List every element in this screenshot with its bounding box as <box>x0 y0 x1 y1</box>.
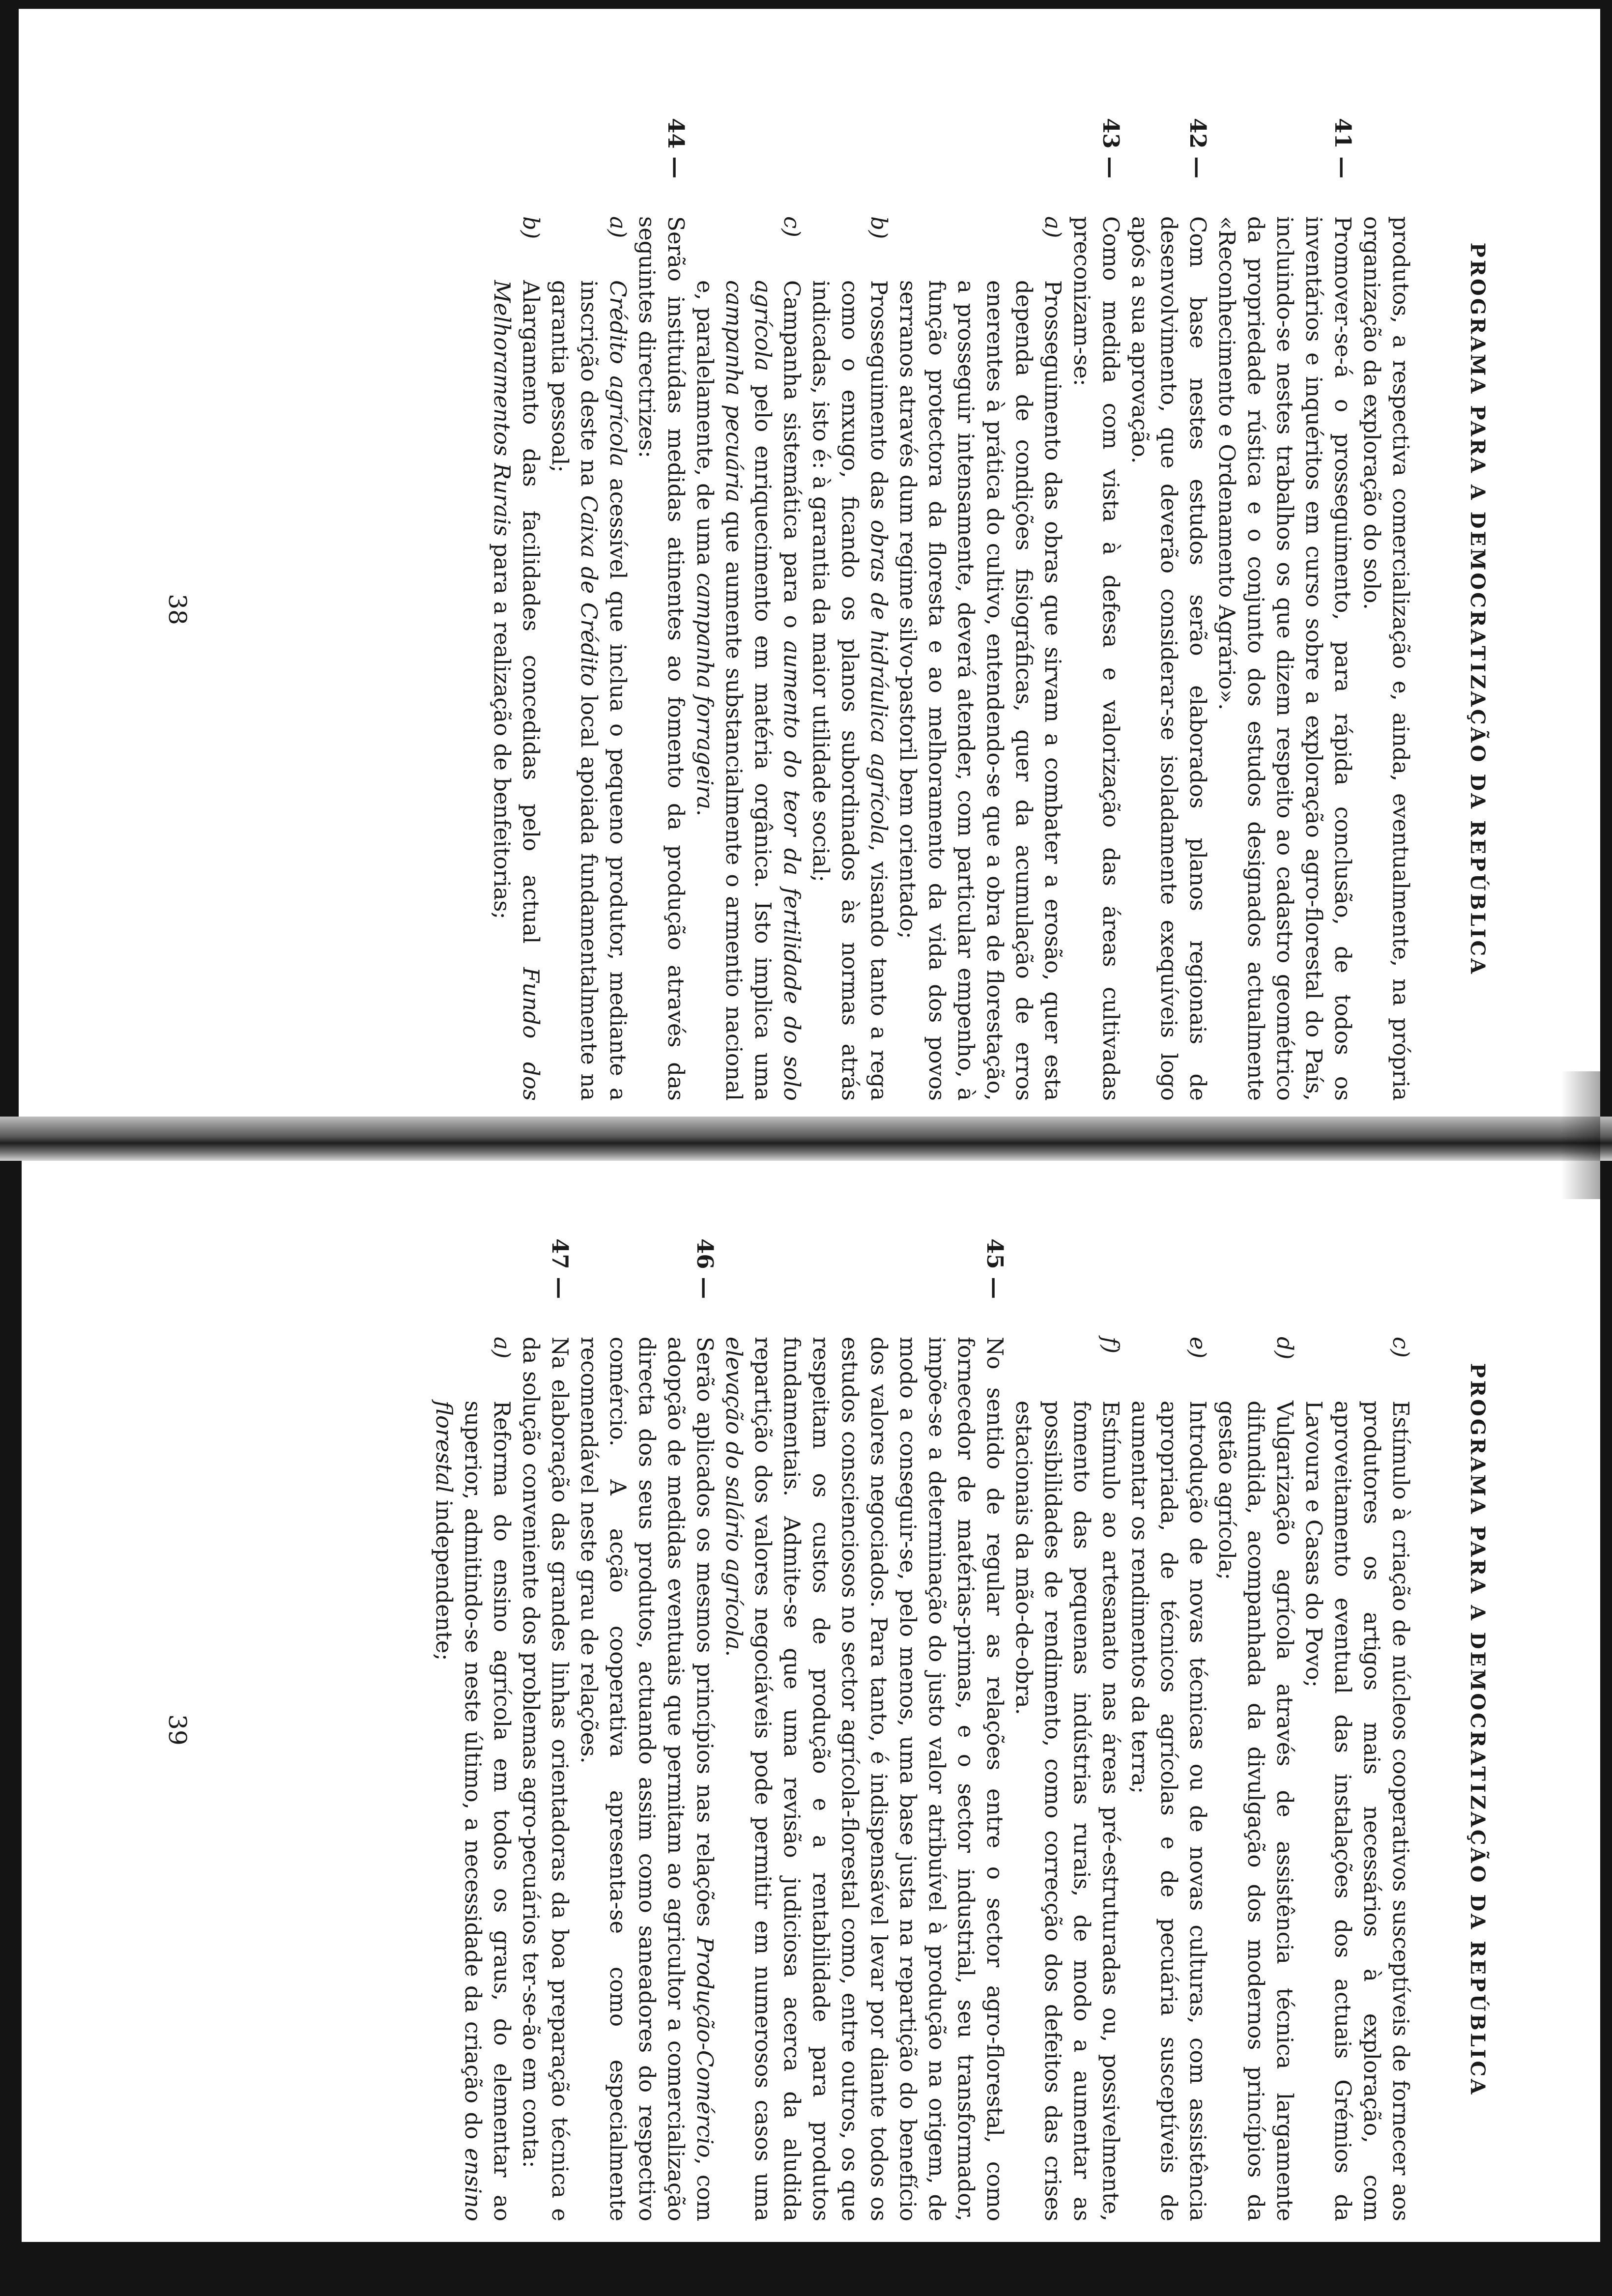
paragraph-text: Na elaboração das grandes linhas orientadoras da boa preparação técnica e da solução conveniente dos problemas agro-pecuários ter-se-ão em conta: <box>518 1337 573 2221</box>
paragraph-number: 42 — <box>1185 118 1211 179</box>
paragraph-text: Como medida com vista à defesa e valorização das áreas cultivadas preconizam-se: <box>1069 216 1124 1101</box>
item-43b <box>806 118 893 1101</box>
item-43c <box>691 118 806 1101</box>
item-text: local apoiada fundamentalmente na garantia pessoal; <box>547 280 602 1101</box>
item-44a <box>546 118 633 1101</box>
paragraph-45 <box>720 1238 1009 2221</box>
item-text: Reforma do ensino agrícola em todos os graus, do elementar ao superior, admitindo-se neste último, a necessidade da criação do <box>460 1401 515 2221</box>
item-text: para a realização de benfeitorias; <box>489 536 515 919</box>
item-marker: a) <box>1040 216 1066 238</box>
item-emphasis: Crédito agrícola <box>605 280 631 467</box>
scan-border-left-lower <box>0 1145 22 2296</box>
book-gutter <box>0 1117 1612 1161</box>
paragraph-emphasis: Produção-Comércio <box>692 1936 718 2158</box>
paragraph-number: 44 — <box>663 118 689 179</box>
item-44c <box>1299 1238 1415 2221</box>
page-number: 38 <box>163 594 192 625</box>
item-text: Prosseguimento das obras que sirvam a combater a erosão, quer esta dependa de condições fisiográficas, quer da acumulação de erros enerentes à prática do cultivo, entendendo-se que a obra de florestação, a prosseguir intensamente, deverá atender, com particular empenho, à função protectora da floresta e ao melhoramento da vida dos povos serranos através dum regime silvo-pastoril bem orientado; <box>895 280 1066 1101</box>
item-text: Alargamento das facilidades concedidas pelo actual <box>518 280 544 968</box>
scan-border-bottom <box>0 2242 1612 2296</box>
paragraph-number: 47 — <box>547 1238 573 1299</box>
page-body <box>488 118 1415 1101</box>
paragraph-text: Com base nestes estudos serão elaborados planos regionais de desenvolvimento, que deverão considerar-se isoladamente exequíveis logo após a sua aprovação. <box>1127 216 1211 1101</box>
page-body <box>430 1238 1415 2221</box>
item-emphasis: campanha forrageira <box>692 573 718 809</box>
item-marker: b) <box>518 216 544 239</box>
item-marker: c) <box>1388 1337 1414 1358</box>
paragraph-text: Serão instituídas medidas atinentes ao fomento da produção através das seguintes directrizes: <box>634 216 689 1101</box>
running-head: PROGRAMA PARA A DEMOCRATIZAÇÃO DA REPÚBLICA <box>1466 1363 1489 2097</box>
item-emphasis: aumento do teor da fertilidade do solo agrícola <box>750 280 805 1101</box>
paragraph-text: . <box>721 1650 747 1657</box>
item-emphasis: Fundo dos Melhoramentos Rurais <box>489 280 544 1101</box>
item-44f <box>1009 1238 1125 2221</box>
page-39 <box>34 1238 1489 2221</box>
item-44d <box>1212 1238 1299 2221</box>
scan-border-left-upper <box>0 0 19 1130</box>
continued-paragraph: produtos, a respectiva comercialização e, ainda, eventualmente, na própria organização da exploração do solo. <box>1359 216 1414 1101</box>
paragraph-emphasis: elevação do salário agrícola <box>721 1337 747 1650</box>
item-emphasis: campanha pecuária <box>721 280 747 503</box>
item-44b <box>488 118 546 1101</box>
item-text: Campanha sistemática para o <box>779 280 805 641</box>
item-44e <box>1125 1238 1212 2221</box>
paragraph-number: 45 — <box>982 1238 1008 1299</box>
item-marker: c) <box>779 216 805 237</box>
item-text: Vulgarização agrícola através de assistência técnica largamente difundida, acompanhada da divulgação dos modernos princípios da gestão agrícola; <box>1214 1401 1298 2221</box>
item-marker: b) <box>866 216 892 239</box>
item-emphasis: ensino florestal <box>431 1401 486 2221</box>
paragraph-text: , com adopção de medidas eventuais que permitam ao agricultor a comercialização directa dos seus produtos, actuando assim como saneadores do respectivo comércio. A acção cooperativa apresenta-se como especialmente recomendável neste grau de relações. <box>576 1337 718 2221</box>
item-text: , visando tanto a rega como o enxugo, ficando os planos subordinados às normas atrás indicadas, isto é: à garantia da maior utilidade social; <box>808 280 892 1101</box>
paragraph-46 <box>575 1238 720 2221</box>
item-text: independente; <box>431 1492 457 1661</box>
paragraph-43 <box>1067 118 1125 1101</box>
paragraph-41 <box>1212 118 1357 1101</box>
item-marker: a) <box>605 216 631 238</box>
scan-border-top <box>0 0 1612 9</box>
paragraph-number: 41 — <box>1330 118 1356 179</box>
item-text: Prosseguimento das <box>866 280 892 520</box>
item-marker: f) <box>1098 1337 1124 1354</box>
item-marker: e) <box>1185 1337 1211 1359</box>
item-text: Estímulo à criação de núcleos cooperativos susceptíveis de fornecer aos produtores os artigos mais necessários à exploração, com aproveitamento eventual das instalações dos actuais Grémios da Lavoura e Casas do Povo; <box>1301 1401 1414 2221</box>
item-text: Introdução de novas técnicas ou de novas culturas, com assistência apropriada, de técnicos agrícolas e de pecuária susceptíveis de aumentar os rendimentos da terra; <box>1127 1401 1211 2221</box>
running-head: PROGRAMA PARA A DEMOCRATIZAÇÃO DA REPÚBLICA <box>1466 242 1489 976</box>
item-47a <box>430 1238 517 2221</box>
item-emphasis: Caixa de Crédito <box>576 495 602 687</box>
paragraph-text: No sentido de regular as relações entre o sector agro-florestal, como fornecedor de matérias-primas, e o sector industrial, seu transformador, impõe-se a determinação do justo valor atribuível à produção na origem, de modo a conseguir-se, pelo menos, uma base justa na repartição do benefício dos valores negociados. Para tanto, é indispensável levar por diante todos os estudos conscienciosos no sector agrícola-florestal como, entre outros, os que respeitam os custos de produção e a rentabilidade para produtos fundamentais. Admite-se que uma revisão judiciosa acerca da aludida repartição dos valores negociáveis pode permitir em numerosos casos uma <box>750 1337 1008 2221</box>
paragraph-44 <box>633 118 691 1101</box>
paragraph-number: 46 — <box>692 1238 718 1299</box>
paragraph-number: 43 — <box>1098 118 1124 179</box>
item-text: pelo enriquecimento em matéria orgânica. Isto implica uma <box>750 371 776 1101</box>
page-number: 39 <box>163 1714 192 1746</box>
item-text: Estímulo ao artesanato nas áreas pré-estruturadas ou, possivelmente, fomento das pequenas indústrias rurais, de modo a aumentar as possibilidades de rendimento, como correcção dos defeitos das crises estacionais da mão-de-obra. <box>1011 1401 1124 2221</box>
item-marker: a) <box>489 1337 515 1359</box>
page-38 <box>34 118 1489 1101</box>
item-43a <box>893 118 1067 1101</box>
item-emphasis: obras de hidráulica agrícola <box>866 519 892 845</box>
item-text: acessível que inclua o pequeno produtor, mediante a inscrição deste na <box>576 280 631 1101</box>
item-text: . <box>692 809 718 817</box>
item-text: que aumente substancialmente o armentio nacional e, paralelamente, de uma <box>692 280 747 1101</box>
item-marker: d) <box>1272 1337 1298 1360</box>
paragraph-text: Serão aplicados os mesmos princípios nas relações <box>692 1337 718 1937</box>
gutter-shadow <box>1561 1071 1600 1199</box>
paragraph-42 <box>1125 118 1212 1101</box>
paragraph-47 <box>517 1238 575 2221</box>
paragraph-text: Promover-se-á o prosseguimento, para rápida conclusão, de todos os inventários e inquéritos em curso sobre a exploração agro-florestal do País, incluindo-se nestes trabalhos os que dizem respeito ao cadastro geométrico da propriedade rústica e o conjunto dos estudos designados actualmente «Reconhecimento e Ordenamento Agrário». <box>1214 216 1356 1101</box>
